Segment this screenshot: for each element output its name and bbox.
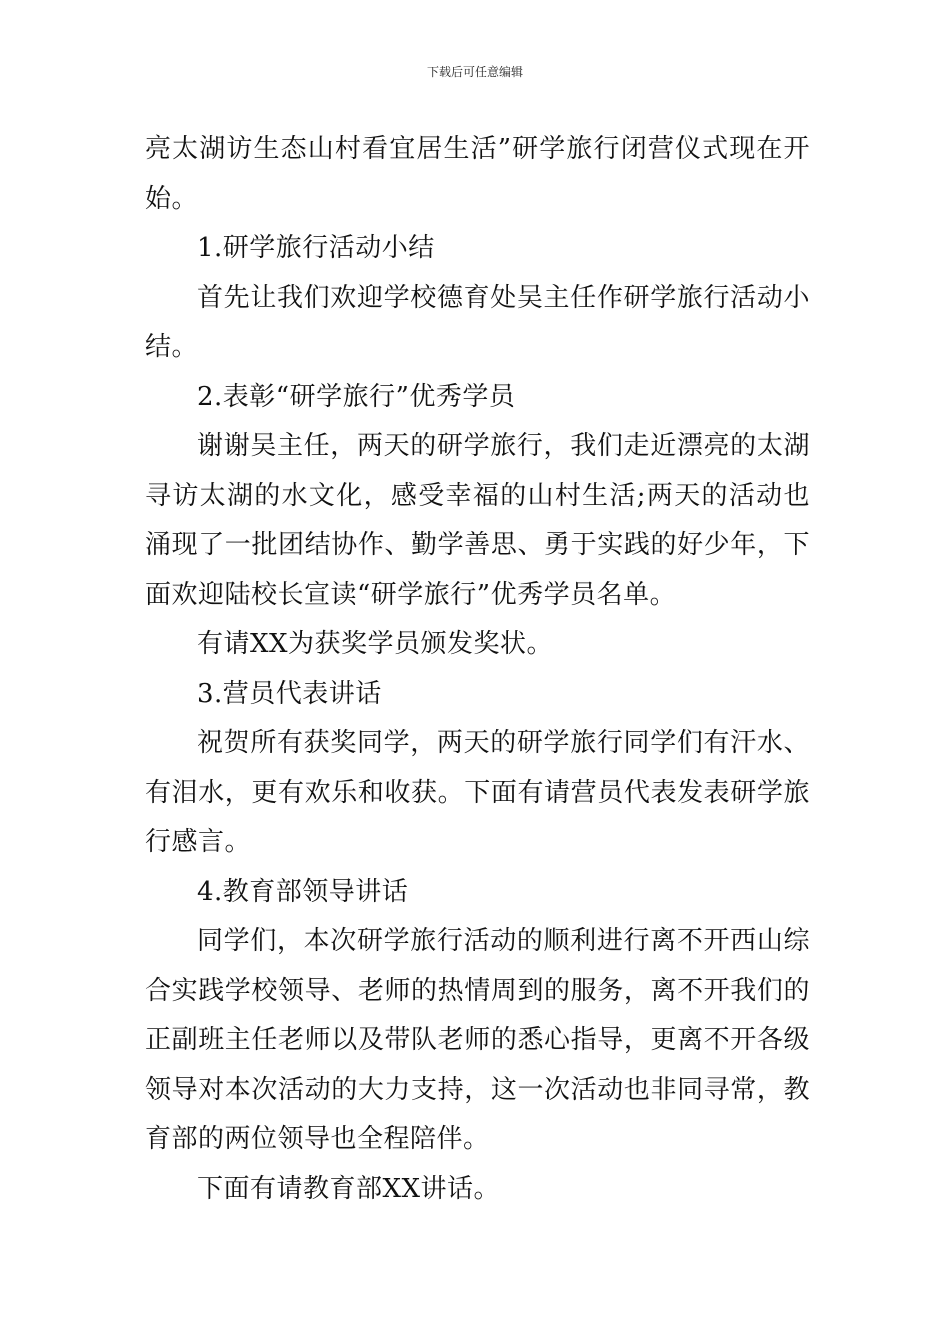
paragraph-summary-intro: 首先让我们欢迎学校德育处吴主任作研学旅行活动小结。 <box>145 282 810 362</box>
section-heading-1: 1.研学旅行活动小结 <box>197 233 435 263</box>
section-heading-3: 3.营员代表讲话 <box>197 678 382 709</box>
paragraph-closing-invitation: 下面有请教育部XX讲话。 <box>197 1173 501 1204</box>
paragraph-acknowledgements: 同学们，本次研学旅行活动的顺利进行离不开西山综合实践学校领导、老师的热情周到的服务，离不开我们的正副班主任老师以及带队老师的悉心指导，更离不开各级领导对本次活动的大力支持，这一次活动也非同寻常，教育部的两位领导也全程陪伴。 <box>145 926 810 1154</box>
paragraph-opening-continuation: 亮太湖访生态山村看宜居生活”研学旅行闭营仪式现在开始。 <box>145 134 810 214</box>
paragraph-award-presentation: 有请XX为获奖学员颁发奖状。 <box>197 629 554 659</box>
section-heading-4: 4.教育部领导讲话 <box>197 876 409 907</box>
paragraph-thanks: 谢谢吴主任，两天的研学旅行，我们走近漂亮的太湖寻访太湖的水文化，感受幸福的山村生活;两天的活动也涌现了一批团结协作、勤学善思、勇于实践的好少年，下面欢迎陆校长宣读“研学旅行”优秀学员名单。 <box>145 431 810 610</box>
paragraph-congratulations: 祝贺所有获奖同学，两天的研学旅行同学们有汗水、有泪水，更有欢乐和收获。下面有请营员代表发表研学旅行感言。 <box>145 728 810 857</box>
section-heading-2: 2.表彰“研学旅行”优秀学员 <box>197 381 516 412</box>
document-body <box>145 125 810 1214</box>
page-header: 下载后可任意编辑 <box>426 65 523 79</box>
